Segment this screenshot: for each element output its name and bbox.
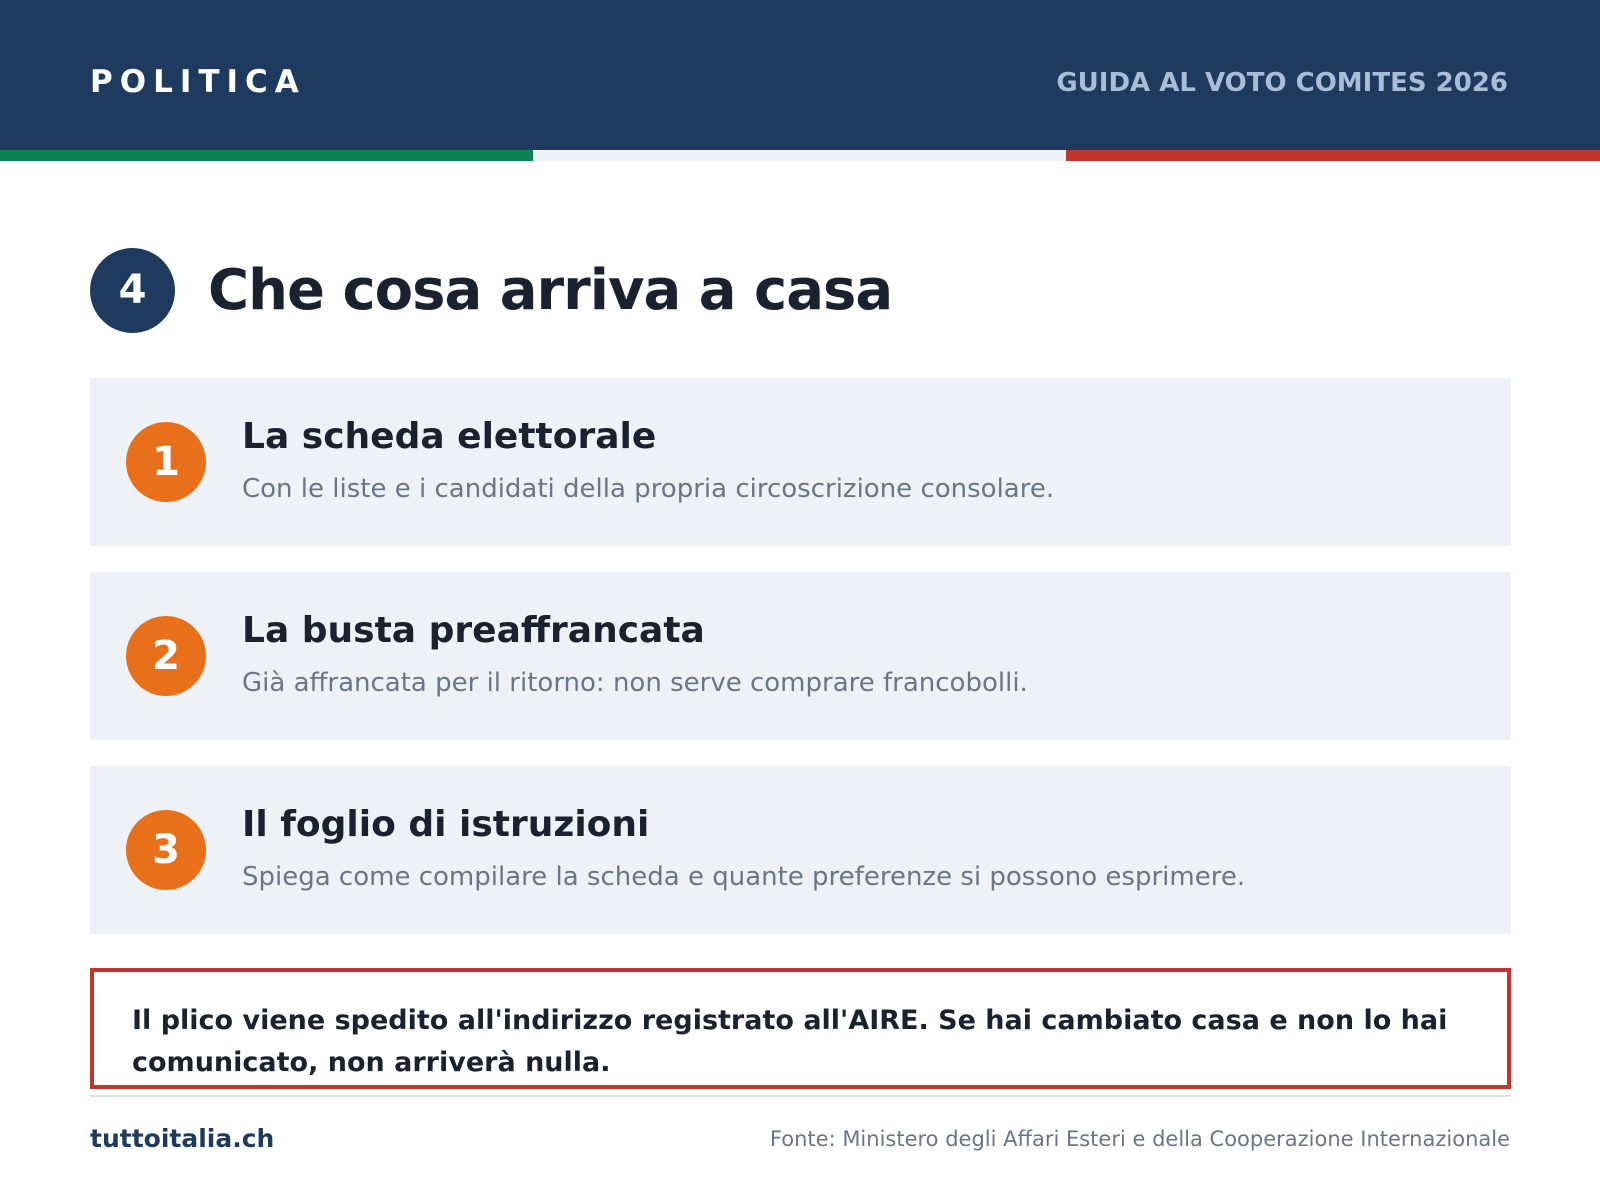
section-label: POLITICA <box>90 64 306 100</box>
item-number-badge: 2 <box>126 616 206 696</box>
source-credit: Fonte: Ministero degli Affari Esteri e della Cooperazione Internazionale <box>769 1127 1510 1151</box>
flag-stripe-white <box>533 150 1066 161</box>
item-description: Spiega come compilare la scheda e quante preferenze si possono esprimere. <box>242 862 1246 892</box>
item-card <box>90 766 1511 934</box>
item-card <box>90 572 1511 740</box>
item-description: Già affrancata per il ritorno: non serve comprare francobolli. <box>242 668 1028 698</box>
item-number-badge: 3 <box>126 810 206 890</box>
flag-stripe-red <box>1066 150 1600 161</box>
item-description: Con le liste e i candidati della propria circoscrizione consolare. <box>242 474 1055 504</box>
page-title: Che cosa arriva a casa <box>208 258 893 323</box>
site-name: tuttoitalia.ch <box>90 1124 275 1153</box>
footer-divider <box>90 1095 1511 1097</box>
flag-stripe-green <box>0 150 533 161</box>
item-title: La busta preaffrancata <box>242 610 705 651</box>
header-bar <box>0 0 1600 150</box>
item-title: Il foglio di istruzioni <box>242 804 650 845</box>
notice-box: Il plico viene spedito all'indirizzo registrato all'AIRE. Se hai cambiato casa e non lo hai comunicato, non arriverà nulla. <box>90 968 1511 1089</box>
item-title: La scheda elettorale <box>242 416 657 457</box>
item-number-badge: 1 <box>126 422 206 502</box>
section-number-badge: 4 <box>90 248 175 333</box>
guide-title: GUIDA AL VOTO COMITES 2026 <box>1056 68 1508 98</box>
item-card <box>90 378 1511 546</box>
